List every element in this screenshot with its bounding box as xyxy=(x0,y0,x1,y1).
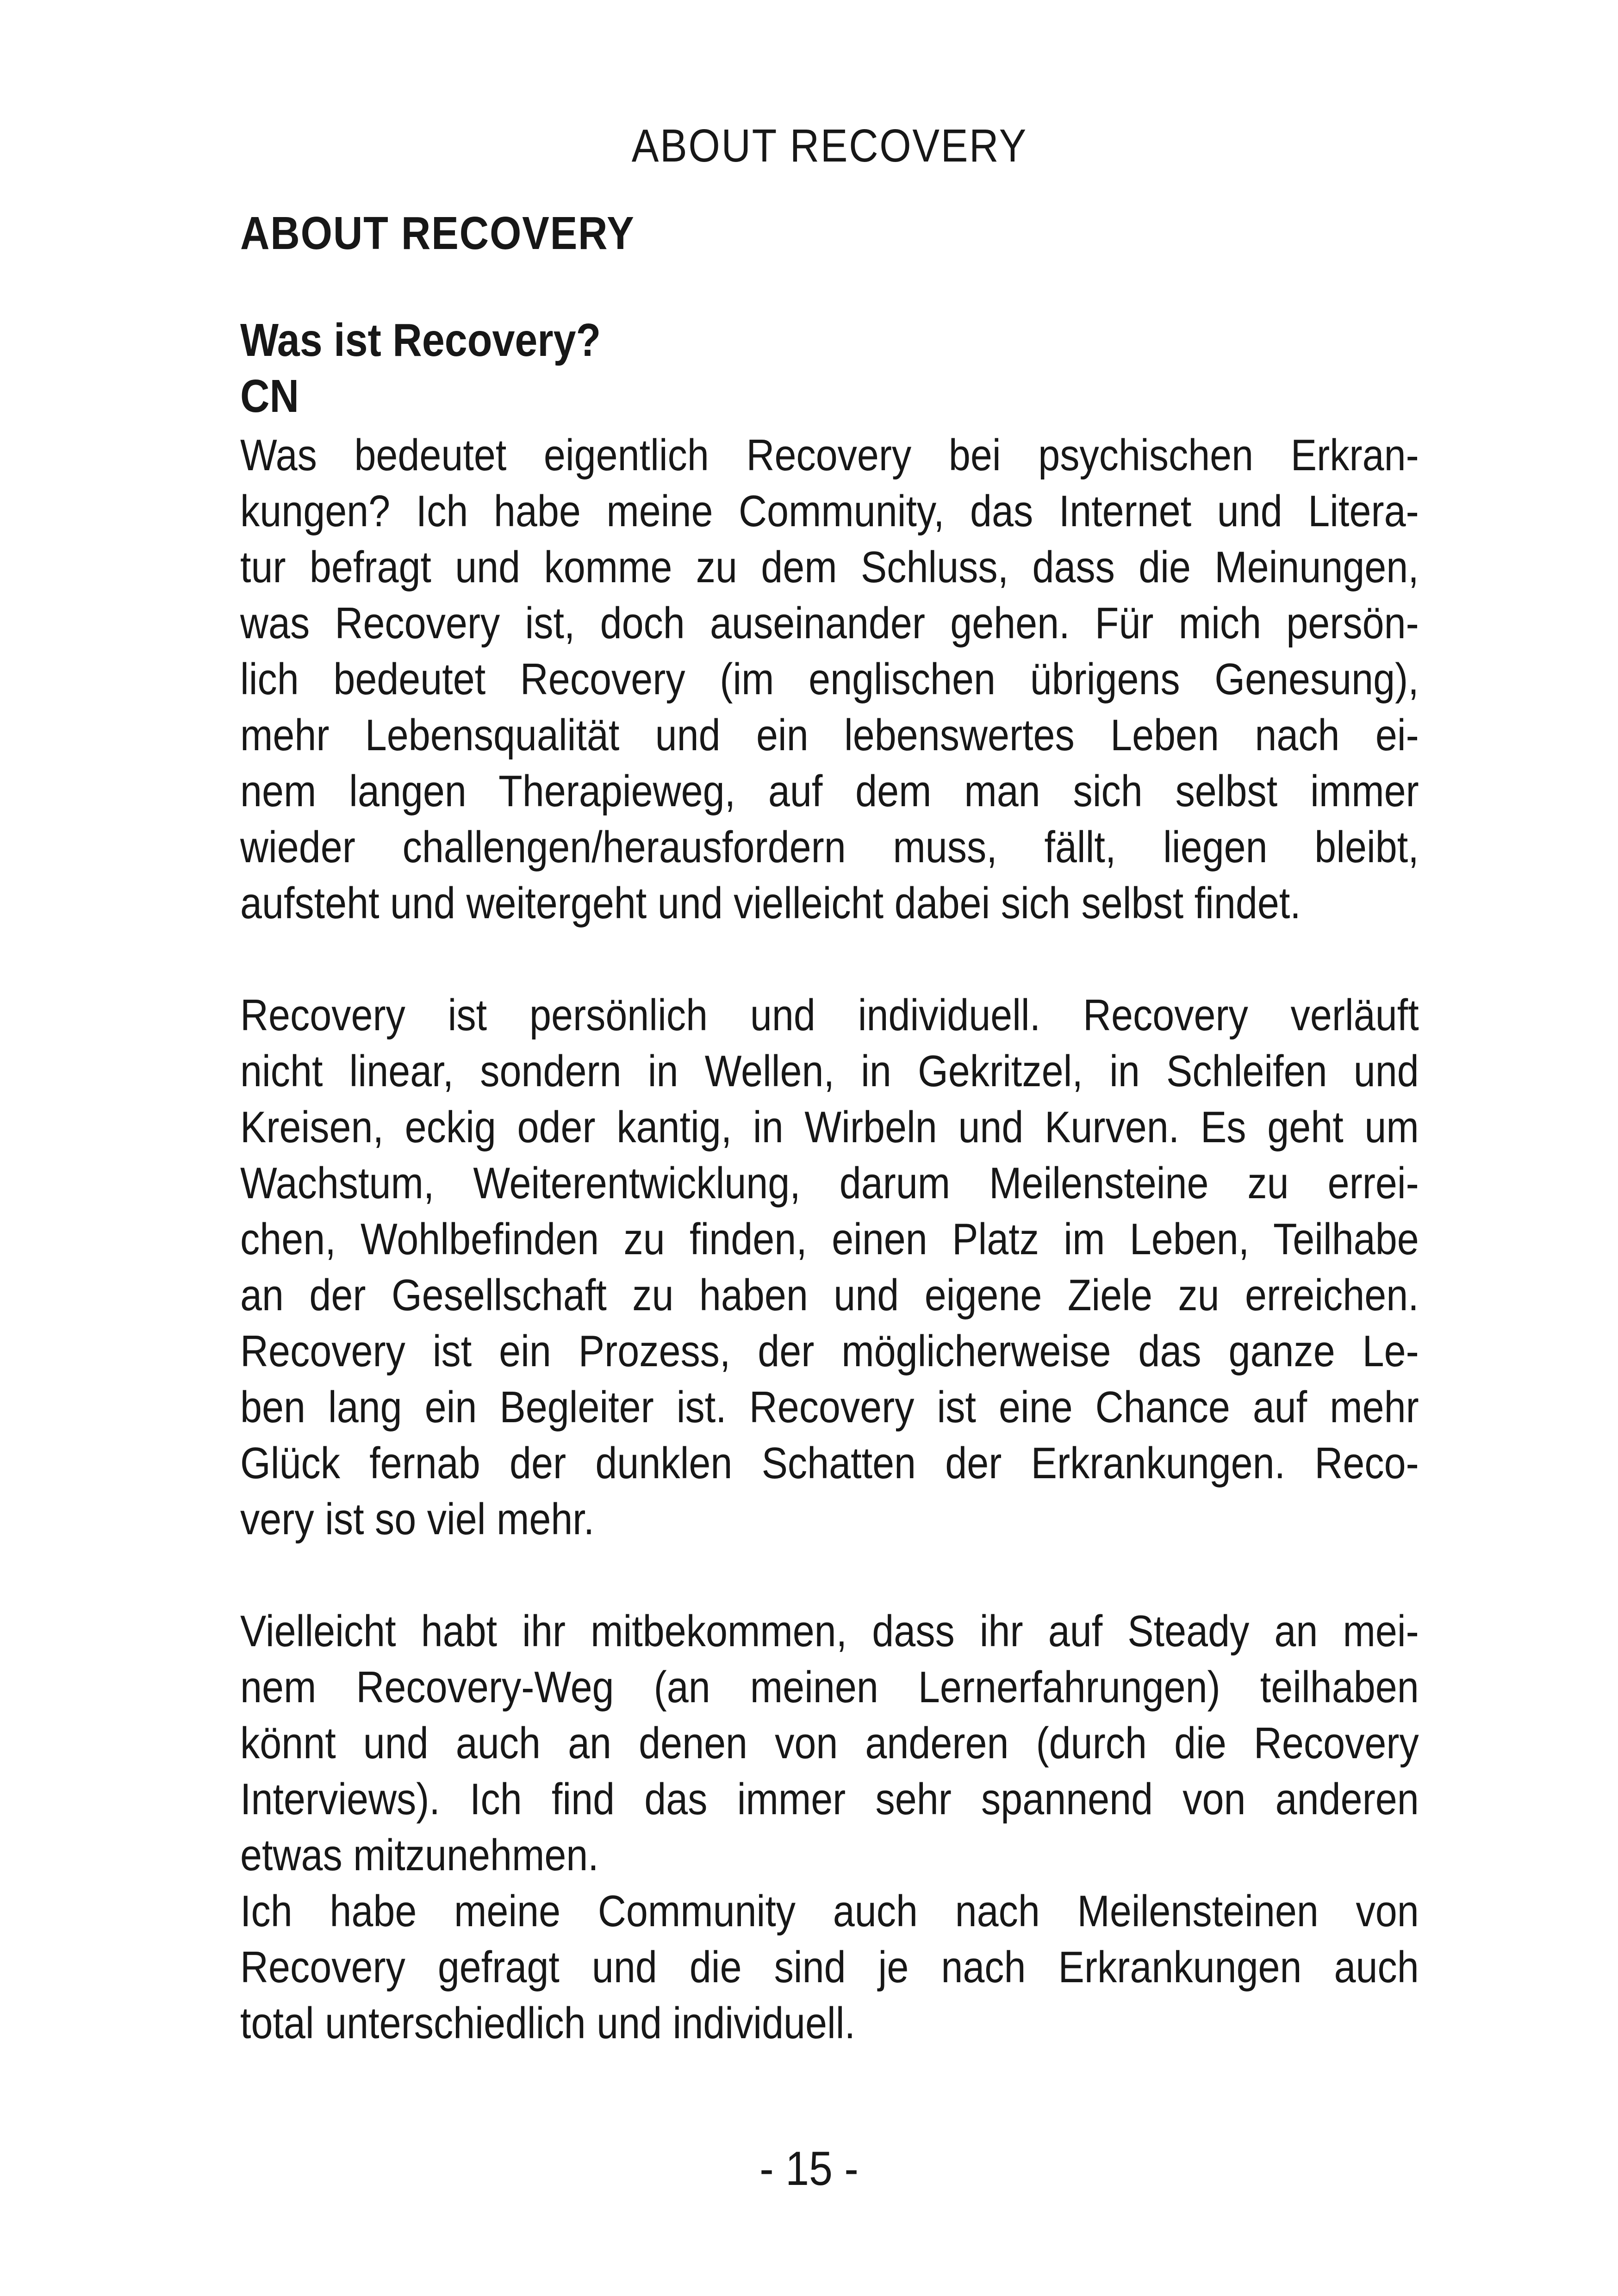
text-line: Recovery ist ein Prozess, der möglicherweise das ganze Le- xyxy=(240,1326,1419,1376)
text-line: Kreisen, eckig oder kantig, in Wirbeln und Kurven. Es geht um xyxy=(240,1102,1419,1152)
text-line: aufsteht und weitergeht und vielleicht dabei sich selbst findet. xyxy=(240,878,1301,928)
paragraph-3 xyxy=(240,1603,1419,1883)
text-line: an der Gesellschaft zu haben und eigene Ziele zu erreichen. xyxy=(240,1270,1419,1320)
text-line: very ist so viel mehr. xyxy=(240,1494,595,1544)
text-line: wieder challengen/herausfordern muss, fällt, liegen bleibt, xyxy=(240,822,1419,872)
page-number: - 15 - xyxy=(759,2142,859,2196)
text-line: nicht linear, sondern in Wellen, in Gekritzel, in Schleifen und xyxy=(240,1046,1419,1096)
text-line: Ich habe meine Community auch nach Meilensteinen von xyxy=(240,1886,1419,1936)
text-line: Recovery gefragt und die sind je nach Erkrankungen auch xyxy=(240,1942,1419,1992)
text-line: nem langen Therapieweg, auf dem man sich selbst immer xyxy=(240,766,1419,816)
paragraph-1 xyxy=(240,427,1419,931)
paragraph-4 xyxy=(240,1883,1419,2051)
text-line: chen, Wohlbefinden zu finden, einen Platz im Leben, Teilhabe xyxy=(240,1214,1419,1264)
subheading-block xyxy=(240,312,1419,424)
article-subheading: Was ist Recovery? xyxy=(240,314,601,366)
text-line: Glück fernab der dunklen Schatten der Erkrankungen. Reco- xyxy=(240,1438,1419,1488)
text-line: kungen? Ich habe meine Community, das Internet und Litera- xyxy=(240,486,1419,536)
text-line: Recovery ist persönlich und individuell. Recovery verläuft xyxy=(240,990,1419,1040)
text-line: was Recovery ist, doch auseinander gehen. Für mich persön- xyxy=(240,598,1419,648)
content-note: CN xyxy=(240,370,299,422)
text-line: Wachstum, Weiterentwicklung, darum Meilensteine zu errei- xyxy=(240,1158,1419,1208)
text-line: mehr Lebensqualität und ein lebenswertes Leben nach ei- xyxy=(240,710,1419,760)
running-header: ABOUT RECOVERY xyxy=(631,120,1027,172)
text-line: total unterschiedlich und individuell. xyxy=(240,1998,856,2048)
text-column xyxy=(240,0,1419,2296)
text-line: nem Recovery-Weg (an meinen Lernerfahrungen) teilhaben xyxy=(240,1662,1419,1712)
text-line: Vielleicht habt ihr mitbekommen, dass ihr auf Steady an mei- xyxy=(240,1606,1419,1656)
text-line: tur befragt und komme zu dem Schluss, dass die Meinungen, xyxy=(240,542,1419,592)
section-heading: ABOUT RECOVERY xyxy=(240,207,635,259)
text-line: ben lang ein Begleiter ist. Recovery ist eine Chance auf mehr xyxy=(240,1382,1419,1432)
text-line: könnt und auch an denen von anderen (durch die Recovery xyxy=(240,1718,1419,1768)
text-line: lich bedeutet Recovery (im englischen übrigens Genesung), xyxy=(240,654,1419,704)
text-line: Was bedeutet eigentlich Recovery bei psychischen Erkran- xyxy=(240,430,1419,480)
body-copy xyxy=(240,427,1419,2051)
paragraph-2 xyxy=(240,987,1419,1547)
text-line: Interviews). Ich find das immer sehr spannend von anderen xyxy=(240,1774,1419,1824)
text-line: etwas mitzunehmen. xyxy=(240,1830,599,1880)
